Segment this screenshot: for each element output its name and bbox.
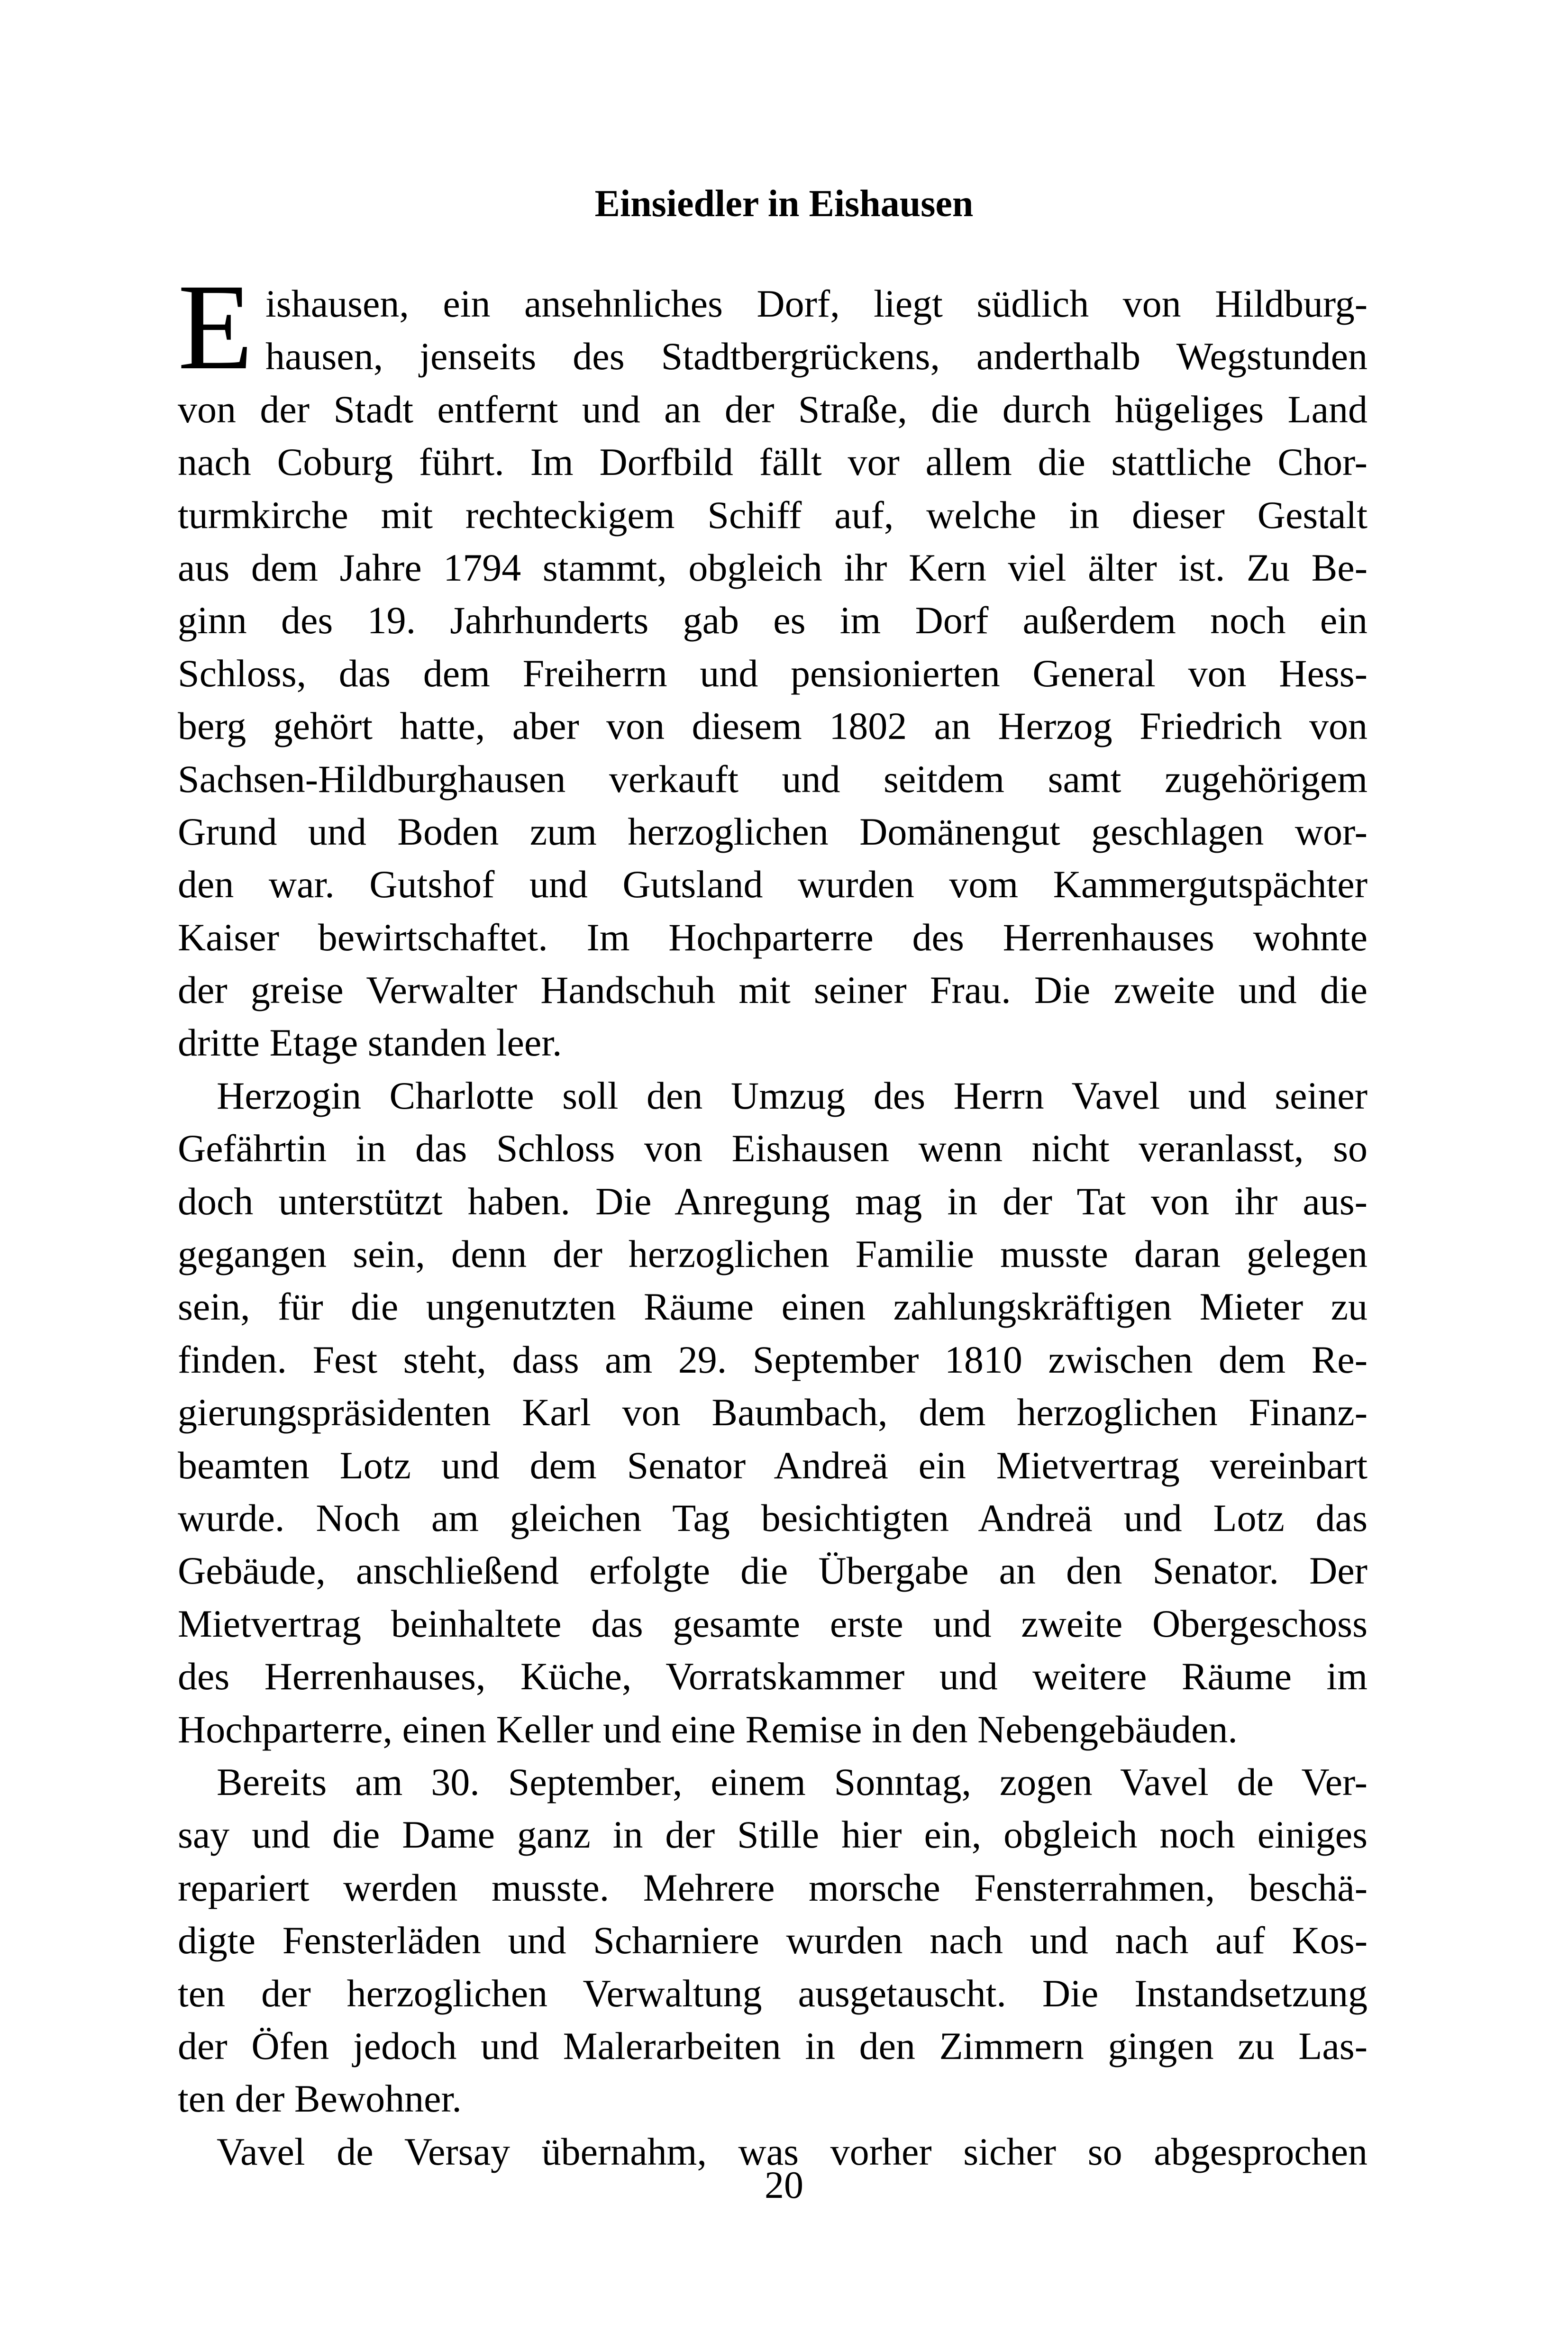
text-line: Bereits am 30. September, einem Sonntag, zogen Vavel de Ver-: [217, 1760, 1367, 1803]
text-line: say und die Dame ganz in der Stille hier ein, obgleich noch einiges: [178, 1813, 1367, 1857]
text-line: Grund und Boden zum herzoglichen Domänengut geschlagen wor-: [178, 810, 1367, 853]
text-line: ginn des 19. Jahrhunderts gab es im Dorf außerdem noch ein: [178, 599, 1367, 642]
text-line: Vavel de Versay übernahm, was vorher sicher so abgesprochen: [217, 2130, 1367, 2173]
text-line: aus dem Jahre 1794 stammt, obgleich ihr Kern viel älter ist. Zu Be-: [178, 546, 1367, 589]
page-number: 20: [765, 2163, 803, 2206]
text-line: dritte Etage standen leer.: [178, 1021, 562, 1065]
text-line: Gebäude, anschließend erfolgte die Übergabe an den Senator. Der: [178, 1549, 1367, 1593]
text-line: Sachsen-Hildburghausen verkauft und seitdem samt zugehörigem: [178, 757, 1367, 801]
text-line: berg gehört hatte, aber von diesem 1802 an Herzog Friedrich von: [178, 704, 1367, 748]
text-line: nach Coburg führt. Im Dorfbild fällt vor allem die stattliche Chor-: [178, 440, 1367, 484]
text-line: des Herrenhauses, Küche, Vorratskammer und weitere Räume im: [178, 1655, 1367, 1698]
text-line: beamten Lotz und dem Senator Andreä ein Mietvertrag vereinbart: [178, 1443, 1367, 1487]
text-line: hausen, jenseits des Stadtbergrückens, anderthalb Wegstunden: [265, 335, 1367, 378]
text-line: ten der Bewohner.: [178, 2077, 462, 2121]
text-line: finden. Fest steht, dass am 29. September 1810 zwischen dem Re-: [178, 1338, 1367, 1381]
text-line: repariert werden musste. Mehrere morsche Fensterrahmen, beschä-: [178, 1866, 1367, 1909]
text-line: digte Fensterläden und Scharniere wurden nach und nach auf Kos-: [178, 1919, 1367, 1962]
text-line: Gefährtin in das Schloss von Eishausen wenn nicht veranlasst, so: [178, 1127, 1367, 1170]
text-line: turmkirche mit rechteckigem Schiff auf, welche in dieser Gestalt: [178, 493, 1367, 537]
text-line: ten der herzoglichen Verwaltung ausgetauscht. Die Instandsetzung: [178, 1971, 1367, 2015]
text-line: gierungspräsidenten Karl von Baumbach, dem herzoglichen Finanz-: [178, 1391, 1367, 1434]
text-line: ishausen, ein ansehnliches Dorf, liegt südlich von Hildburg-: [265, 282, 1367, 325]
text-line: Hochparterre, einen Keller und eine Remise in den Nebengebäuden.: [178, 1707, 1238, 1751]
body-text: [178, 277, 1367, 2178]
drop-cap: E: [178, 259, 253, 395]
text-line: gegangen sein, denn der herzoglichen Familie musste daran gelegen: [178, 1232, 1367, 1276]
text-line: wurde. Noch am gleichen Tag besichtigten Andreä und Lotz das: [178, 1496, 1367, 1539]
text-line: Herzogin Charlotte soll den Umzug des Herrn Vavel und seiner: [217, 1074, 1367, 1117]
text-line: doch unterstützt haben. Die Anregung mag in der Tat von ihr aus-: [178, 1179, 1367, 1223]
page-title: Einsiedler in Eishausen: [594, 183, 974, 225]
text-line: den war. Gutshof und Gutsland wurden vom Kammergutspächter: [178, 863, 1367, 906]
text-line: Mietvertrag beinhaltete das gesamte erste und zweite Obergeschoss: [178, 1602, 1367, 1645]
text-line: von der Stadt entfernt und an der Straße, die durch hügeliges Land: [178, 387, 1367, 431]
text-line: der Öfen jedoch und Malerarbeiten in den Zimmern gingen zu Las-: [178, 2024, 1367, 2068]
text-line: Kaiser bewirtschaftet. Im Hochparterre des Herrenhauses wohnte: [178, 915, 1367, 959]
text-line: sein, für die ungenutzten Räume einen zahlungskräftigen Mieter zu: [178, 1285, 1367, 1329]
text-line: der greise Verwalter Handschuh mit seiner Frau. Die zweite und die: [178, 968, 1367, 1012]
text-line: Schloss, das dem Freiherrn und pensionierten General von Hess-: [178, 651, 1367, 695]
